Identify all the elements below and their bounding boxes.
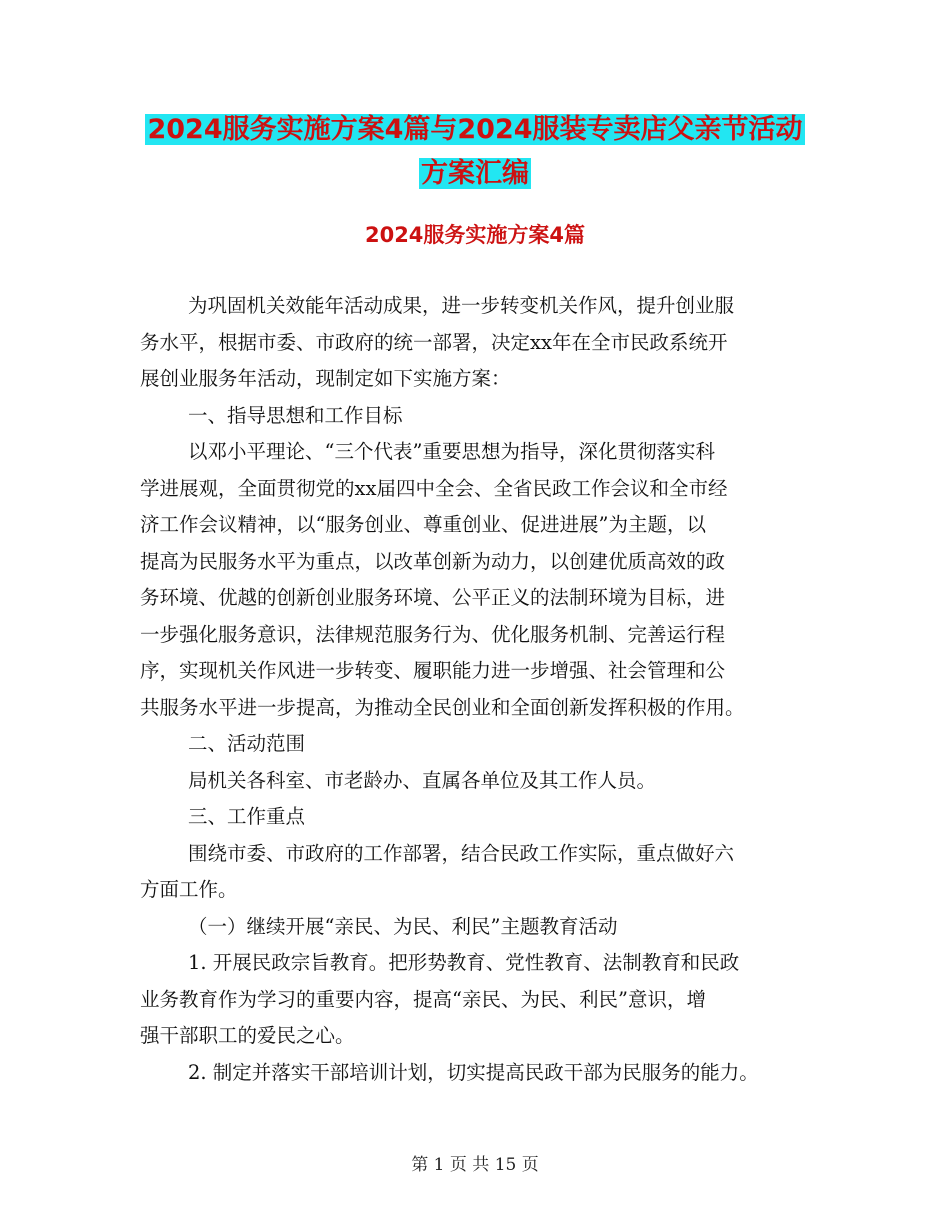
section-heading: 2024服务实施方案4篇 <box>364 223 586 247</box>
paragraph-line: 业务教育作为学习的重要内容，提高“亲民、为民、利民”意识，增 <box>140 987 706 1011</box>
paragraph-line: 为巩固机关效能年活动成果，进一步转变机关作风，提升创业服 <box>188 294 735 317</box>
paragraph-line: 1. 开展民政宗旨教育。把形势教育、党性教育、法制教育和民政 <box>188 951 740 974</box>
paragraph-line: 提高为民服务水平为重点，以改革创新为动力，以创建优质高效的政 <box>140 549 726 573</box>
paragraph-line: 务水平，根据市委、市政府的统一部署，决定xx年在全市民政系统开 <box>140 330 728 354</box>
paragraph-line: 局机关各科室、市老龄办、直属各单位及其工作人员。 <box>188 768 657 792</box>
paragraph-line: 强干部职工的爱民之心。 <box>140 1024 355 1047</box>
paragraph-line: 围绕市委、市政府的工作部署，结合民政工作实际，重点做好六 <box>188 841 735 865</box>
document-title-line-1 <box>0 112 950 148</box>
paragraph-line: 学进展观，全面贯彻党的xx届四中全会、全省民政工作会议和全市经 <box>140 476 728 500</box>
heading-line: 一、指导思想和工作目标 <box>188 403 403 427</box>
paragraph-line: 共服务水平进一步提高，为推动全民创业和全面创新发挥积极的作用。 <box>140 695 745 719</box>
paragraph-line: 以邓小平理论、“三个代表”重要思想为指导，深化贯彻落实科 <box>188 440 715 463</box>
title-highlight-1: 2024服务实施方案4篇与2024服装专卖店父亲节活动 <box>147 114 803 145</box>
heading-line: 二、活动范围 <box>188 732 306 755</box>
paragraph-line: 务环境、优越的创新创业服务环境、公平正义的法制环境为目标，进 <box>140 586 726 609</box>
body-text <box>140 288 830 1091</box>
paragraph-line: 方面工作。 <box>140 878 238 901</box>
paragraph-line: 济工作会议精神，以“服务创业、尊重创业、促进进展”为主题，以 <box>140 513 706 536</box>
title-highlight-2: 方案汇编 <box>421 158 529 189</box>
heading-line: 三、工作重点 <box>188 805 306 828</box>
paragraph-line: 2. 制定并落实干部培训计划，切实提高民政干部为民服务的能力。 <box>188 1060 759 1084</box>
document-title-line-2 <box>0 156 950 192</box>
paragraph-line: 一步强化服务意识，法律规范服务行为、优化服务机制、完善运行程 <box>140 622 726 646</box>
page-footer: 第 1 页 共 15 页 <box>411 1155 539 1175</box>
paragraph-line: 序，实现机关作风进一步转变、履职能力进一步增强、社会管理和公 <box>140 659 726 682</box>
paragraph-line: 展创业服务年活动，现制定如下实施方案： <box>140 367 511 390</box>
subheading-line: （一）继续开展“亲民、为民、利民”主题教育活动 <box>188 914 618 938</box>
